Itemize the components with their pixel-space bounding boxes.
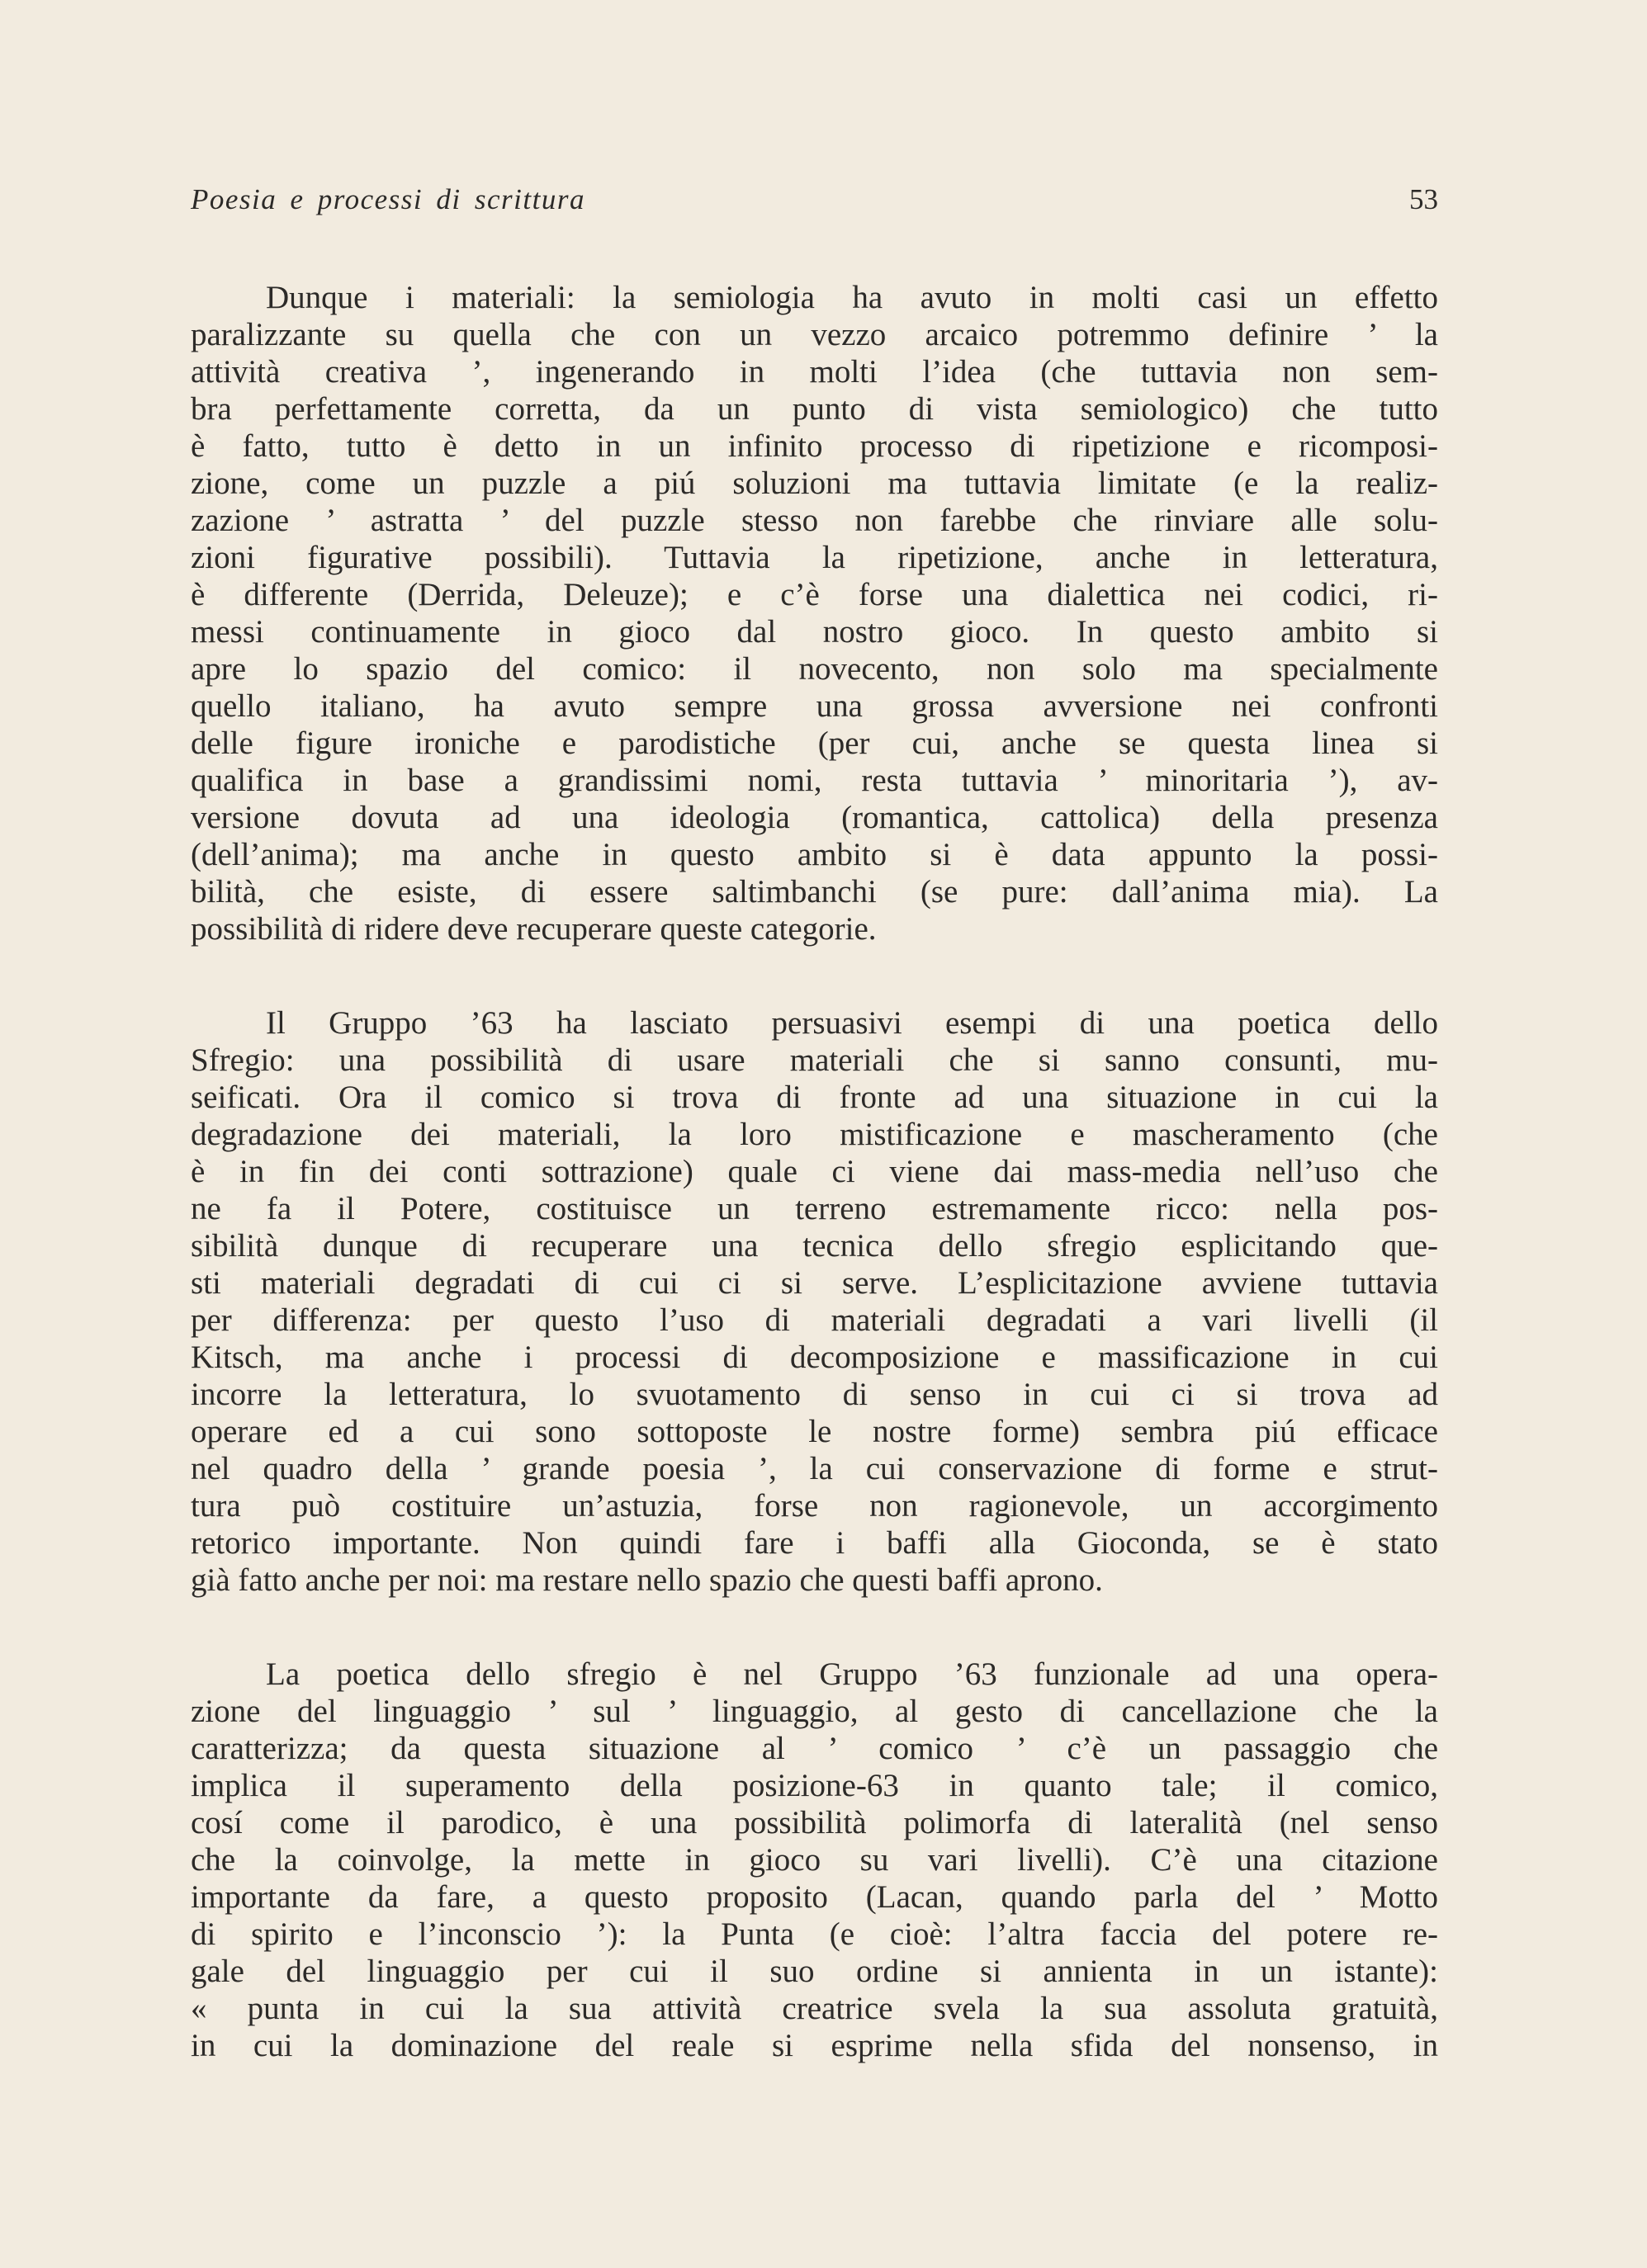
- paragraph-1: [191, 279, 1438, 947]
- text-line: zazione ’ astratta ’ del puzzle stesso non farebbe che rinviare alle solu-: [191, 503, 1438, 538]
- running-head: [191, 183, 1438, 224]
- text-line: tura può costituire un’astuzia, forse non ragionevole, un accorgimento: [191, 1488, 1438, 1524]
- text-line: delle figure ironiche e parodistiche (per cui, anche se questa linea si: [191, 725, 1438, 761]
- text-line: paralizzante su quella che con un vezzo arcaico potremmo definire ’ la: [191, 317, 1438, 352]
- text-line: è differente (Derrida, Deleuze); e c’è forse una dialettica nei codici, ri-: [191, 577, 1438, 612]
- text-line: (dell’anima); ma anche in questo ambito si è data appunto la possi-: [191, 837, 1438, 872]
- text-line: messi continuamente in gioco dal nostro gioco. In questo ambito si: [191, 614, 1438, 650]
- text-line: Sfregio: una possibilità di usare materiali che si sanno consunti, mu-: [191, 1042, 1438, 1078]
- text-line: quello italiano, ha avuto sempre una grossa avversione nei confronti: [191, 688, 1438, 724]
- text-line: qualifica in base a grandissimi nomi, resta tuttavia ’ minoritaria ’), av-: [191, 763, 1438, 798]
- text-line: è in fin dei conti sottrazione) quale ci viene dai mass-media nell’uso che: [191, 1154, 1438, 1189]
- text-line: sibilità dunque di recuperare una tecnica dello sfregio esplicitando que-: [191, 1228, 1438, 1264]
- text-line: caratterizza; da questa situazione al ’ comico ’ c’è un passaggio che: [191, 1731, 1438, 1766]
- text-line: Dunque i materiali: la semiologia ha avuto in molti casi un effetto: [266, 280, 1438, 315]
- text-line: cosí come il parodico, è una possibilità polimorfa di lateralità (nel senso: [191, 1805, 1438, 1840]
- text-line: è fatto, tutto è detto in un infinito processo di ripetizione e ricomposi-: [191, 428, 1438, 464]
- text-line: sti materiali degradati di cui ci si serve. L’esplicitazione avviene tuttavia: [191, 1265, 1438, 1301]
- text-line: operare ed a cui sono sottoposte le nostre forme) sembra piú efficace: [191, 1414, 1438, 1449]
- body-text: [191, 279, 1438, 2064]
- text-line: attività creativa ’, ingenerando in molti l’idea (che tuttavia non sem-: [191, 354, 1438, 390]
- text-line: zioni figurative possibili). Tuttavia la ripetizione, anche in letteratura,: [191, 540, 1438, 575]
- text-line: importante da fare, a questo proposito (Lacan, quando parla del ’ Motto: [191, 1879, 1438, 1915]
- text-line: che la coinvolge, la mette in gioco su vari livelli). C’è una citazione: [191, 1842, 1438, 1878]
- text-line: zione, come un puzzle a piú soluzioni ma tuttavia limitate (e la realiz-: [191, 465, 1438, 501]
- paragraph-spacer: [191, 947, 1438, 1004]
- text-line: già fatto anche per noi: ma restare nello spazio che questi baffi aprono.: [191, 1562, 1103, 1598]
- text-line: « punta in cui la sua attività creatrice svela la sua assoluta gratuità,: [191, 1991, 1438, 2026]
- paragraph-3: [191, 1656, 1438, 2064]
- text-line: seificati. Ora il comico si trova di fronte ad una situazione in cui la: [191, 1080, 1438, 1115]
- text-line: zione del linguaggio ’ sul ’ linguaggio, al gesto di cancellazione che la: [191, 1694, 1438, 1729]
- text-line: La poetica dello sfregio è nel Gruppo ’63 funzionale ad una opera-: [266, 1656, 1438, 1692]
- text-line: possibilità di ridere deve recuperare queste categorie.: [191, 911, 877, 947]
- text-line: ne fa il Potere, costituisce un terreno estremamente ricco: nella pos-: [191, 1191, 1438, 1226]
- text-line: in cui la dominazione del reale si esprime nella sfida del nonsenso, in: [191, 2028, 1438, 2063]
- text-line: per differenza: per questo l’uso di materiali degradati a vari livelli (il: [191, 1302, 1438, 1338]
- paragraph-2: [191, 1004, 1438, 1599]
- text-line: nel quadro della ’ grande poesia ’, la cui conservazione di forme e strut-: [191, 1451, 1438, 1486]
- running-title: Poesia e processi di scrittura: [191, 183, 585, 215]
- text-line: di spirito e l’inconscio ’): la Punta (e cioè: l’altra faccia del potere re-: [191, 1916, 1438, 1952]
- text-line: apre lo spazio del comico: il novecento, non solo ma specialmente: [191, 651, 1438, 687]
- text-line: Kitsch, ma anche i processi di decomposizione e massificazione in cui: [191, 1340, 1438, 1375]
- text-line: gale del linguaggio per cui il suo ordine si annienta in un istante):: [191, 1954, 1438, 1989]
- text-line: implica il superamento della posizione-63 in quanto tale; il comico,: [191, 1768, 1438, 1803]
- text-line: incorre la letteratura, lo svuotamento di senso in cui ci si trova ad: [191, 1377, 1438, 1412]
- page-number: 53: [1409, 183, 1438, 215]
- text-line: retorico importante. Non quindi fare i baffi alla Gioconda, se è stato: [191, 1525, 1438, 1561]
- text-line: bilità, che esiste, di essere saltimbanchi (se pure: dall’anima mia). La: [191, 874, 1438, 910]
- text-line: bra perfettamente corretta, da un punto di vista semiologico) che tutto: [191, 391, 1438, 427]
- text-line: degradazione dei materiali, la loro mistificazione e mascheramento (che: [191, 1117, 1438, 1152]
- text-line: versione dovuta ad una ideologia (romantica, cattolica) della presenza: [191, 800, 1438, 835]
- text-line: Il Gruppo ’63 ha lasciato persuasivi esempi di una poetica dello: [266, 1005, 1438, 1041]
- paragraph-spacer: [191, 1599, 1438, 1656]
